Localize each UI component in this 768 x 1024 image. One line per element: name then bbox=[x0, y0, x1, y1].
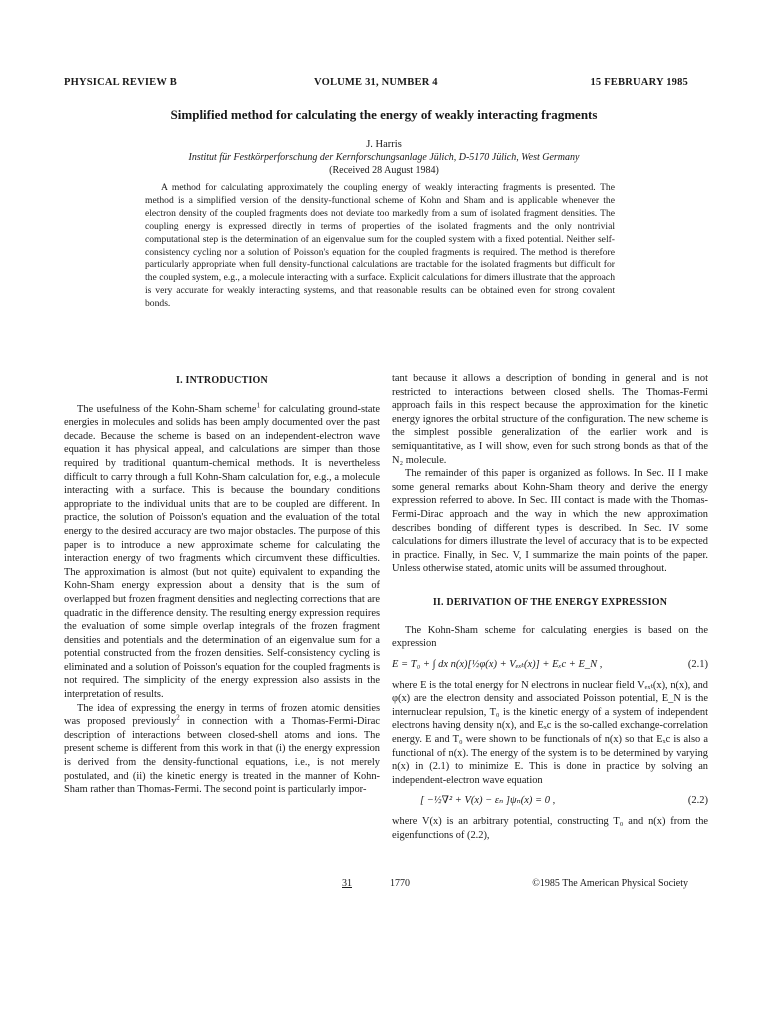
received-date: (Received 28 August 1984) bbox=[329, 165, 439, 176]
page-footer bbox=[64, 878, 688, 892]
reference-marker: 1 bbox=[256, 401, 260, 410]
section-heading-derivation: II. DERIVATION OF THE ENERGY EXPRESSION bbox=[432, 596, 668, 608]
section-heading-introduction: I. INTRODUCTION bbox=[176, 375, 268, 386]
equation-2-2 bbox=[392, 787, 708, 815]
copyright-notice: ©1985 The American Physical Society bbox=[532, 878, 688, 889]
abstract: A method for calculating approximately the coupling energy of weakly interacting fragments is presented. The method is a simplified version of the density-functional scheme of Kohn and Sham and is applicable whenever the electron density of the coupled fragments does not deviate too markedly from a sum of isolated fragment densities. The coupling energy is expressed directly in terms of properties of the isolated fragments and the only nontrivial computational step is the determination of an eigenvalue sum for the coupled system with a fixed potential. Neither self-consistency cycling nor a solution of Poisson's equation for the coupled fragments is required. The method is therefore particularly appropriate when full density-functional calculations are tractable for the isolated fragments but difficult for the coupled system, e.g., a molecule interacting with a surface. Explicit calculations for dimers illustrate that the approach is very accurate for weakly interacting systems, and that reasonable results can be obtained even for strong covalent bonds. bbox=[145, 182, 615, 310]
footer-volume: 31 bbox=[342, 878, 352, 889]
right-column bbox=[392, 372, 708, 843]
paragraph: The usefulness of the Kohn-Sham scheme$^1$ for calculating ground-state energies in molecules and solids has been amply documented over the past decade. Because the scheme is based on an independent-electron wave equation it has physical appeal, and calculations are simper than those required by traditional quantum-chemical methods. It is nevertheless difficult to carry through a full Kohn-Sham calculation for, e.g., a molecule interacting with a surface. This is because the boundary conditions appropriate to the individual units that are to be coupled are different. In practice, the solution of Poisson's equation and the evaluation of the total energy to the desired accuracy are two major obstacles. The purpose of this paper is to introduce a new approximate scheme for calculating the interaction energy of two fragments which circumvent these difficulties. The approximation is almost (but not quite) equivalent to expanding the Kohn-Sham energy expression about a density that is the sum of overlapped but frozen fragment densities and neglecting corrections that are quadratic in the difference density. The resulting energy expression requires the evaluation of some simple overlap integrals of the frozen fragment densities and potentials and the determination of an eigenvalue sum for a potential constructed from the frozen densities. Self-consistency cycling is eliminated and a solution of Poisson's equation for the coupled fragments is not required. The simplicity of the energy expression also assists in the interpretation of results. bbox=[64, 401, 381, 701]
paragraph: The idea of expressing the energy in terms of frozen atomic densities was proposed previously$^2$ in connection with a Thomas-Fermi-Dirac description of interactions between closed-shell atoms and ions. The present scheme is different from this work in that (i) the energy expression is derived from the density-functional equations, i.e., is not merely postulated, and (ii) the kinetic energy is treated in the manner of Kohn-Sham rather than Thomas-Fermi. The second point is particularly impor- bbox=[64, 702, 380, 796]
equation-body: E = T₀ + ∫ dx n(x)[½φ(x) + Vₑₓₜ(x)] + Eₓc + E_N , bbox=[392, 658, 603, 670]
journal-name: PHYSICAL REVIEW B bbox=[64, 77, 177, 88]
left-column bbox=[64, 372, 380, 797]
reference-marker: 2 bbox=[176, 713, 180, 722]
author-name: J. Harris bbox=[366, 139, 402, 150]
equation-2-1 bbox=[392, 651, 708, 679]
paragraph: The Kohn-Sham scheme for calculating energies is based on the expression bbox=[392, 624, 708, 650]
paragraph: where E is the total energy for N electrons in nuclear field Vₑₓₜ(x), n(x), and φ(x) are the electron density and associated Poisson potential, E_N is the internuclear repulsion, T₀ is the kinetic energy of a system of independent electrons having density n(x), and Eₓc is the so-called exchange-correlation energy. E and T₀ were shown to be functionals of n(x) so that Eₓc is also a functional of n(x). The energy of the system is to be determined by varying n(x) in (2.1) to minimize E. This is done in practice by solving an independent-electron wave equation bbox=[392, 679, 708, 786]
equation-number: (2.1) bbox=[687, 658, 708, 670]
paragraph: where V(x) is an arbitrary potential, constructing T₀ and n(x) from the eigenfunctions of (2.2), bbox=[392, 816, 708, 842]
author-affiliation: Institut für Festkörperforschung der Kernforschungsanlage Jülich, D-5170 Jülich, West Germany bbox=[188, 152, 580, 163]
page-number: 1770 bbox=[390, 878, 410, 889]
volume-number: VOLUME 31, NUMBER 4 bbox=[314, 77, 438, 88]
equation-number: (2.2) bbox=[687, 795, 708, 807]
equation-body: [ −½∇² + V(x) − εₙ ]ψₙ(x) = 0 , bbox=[420, 795, 556, 807]
issue-date: 15 FEBRUARY 1985 bbox=[590, 77, 688, 88]
paragraph: tant because it allows a description of bonding in general and is not restricted to interactions between closed shells. The Thomas-Fermi approach fails in this respect because the approximation for the kinetic energy ignores the orbital structure of the configuration. The new scheme is the simplest possible generalization of the earlier work and is semiquantitative, as I will show, even for such strong bonds as that of the N₂ molecule. bbox=[392, 373, 708, 466]
running-header bbox=[64, 77, 688, 91]
paragraph: The remainder of this paper is organized as follows. In Sec. II I make some general remarks about Kohn-Sham theory and derive the energy expression referred to above. In Sec. III contact is made with the Thomas-Fermi-Dirac approach and the way in which the new approximation describes bonding of different types is described. In Sec. IV some calculations for dimers illustrate the level of accuracy that is to be expected in practice. Finally, in Sec. V, I summarize the main points of the paper. Unless otherwise stated, atomic units will be assumed throughout. bbox=[392, 468, 708, 575]
paper-title: Simplified method for calculating the energy of weakly interacting fragments bbox=[170, 107, 598, 122]
